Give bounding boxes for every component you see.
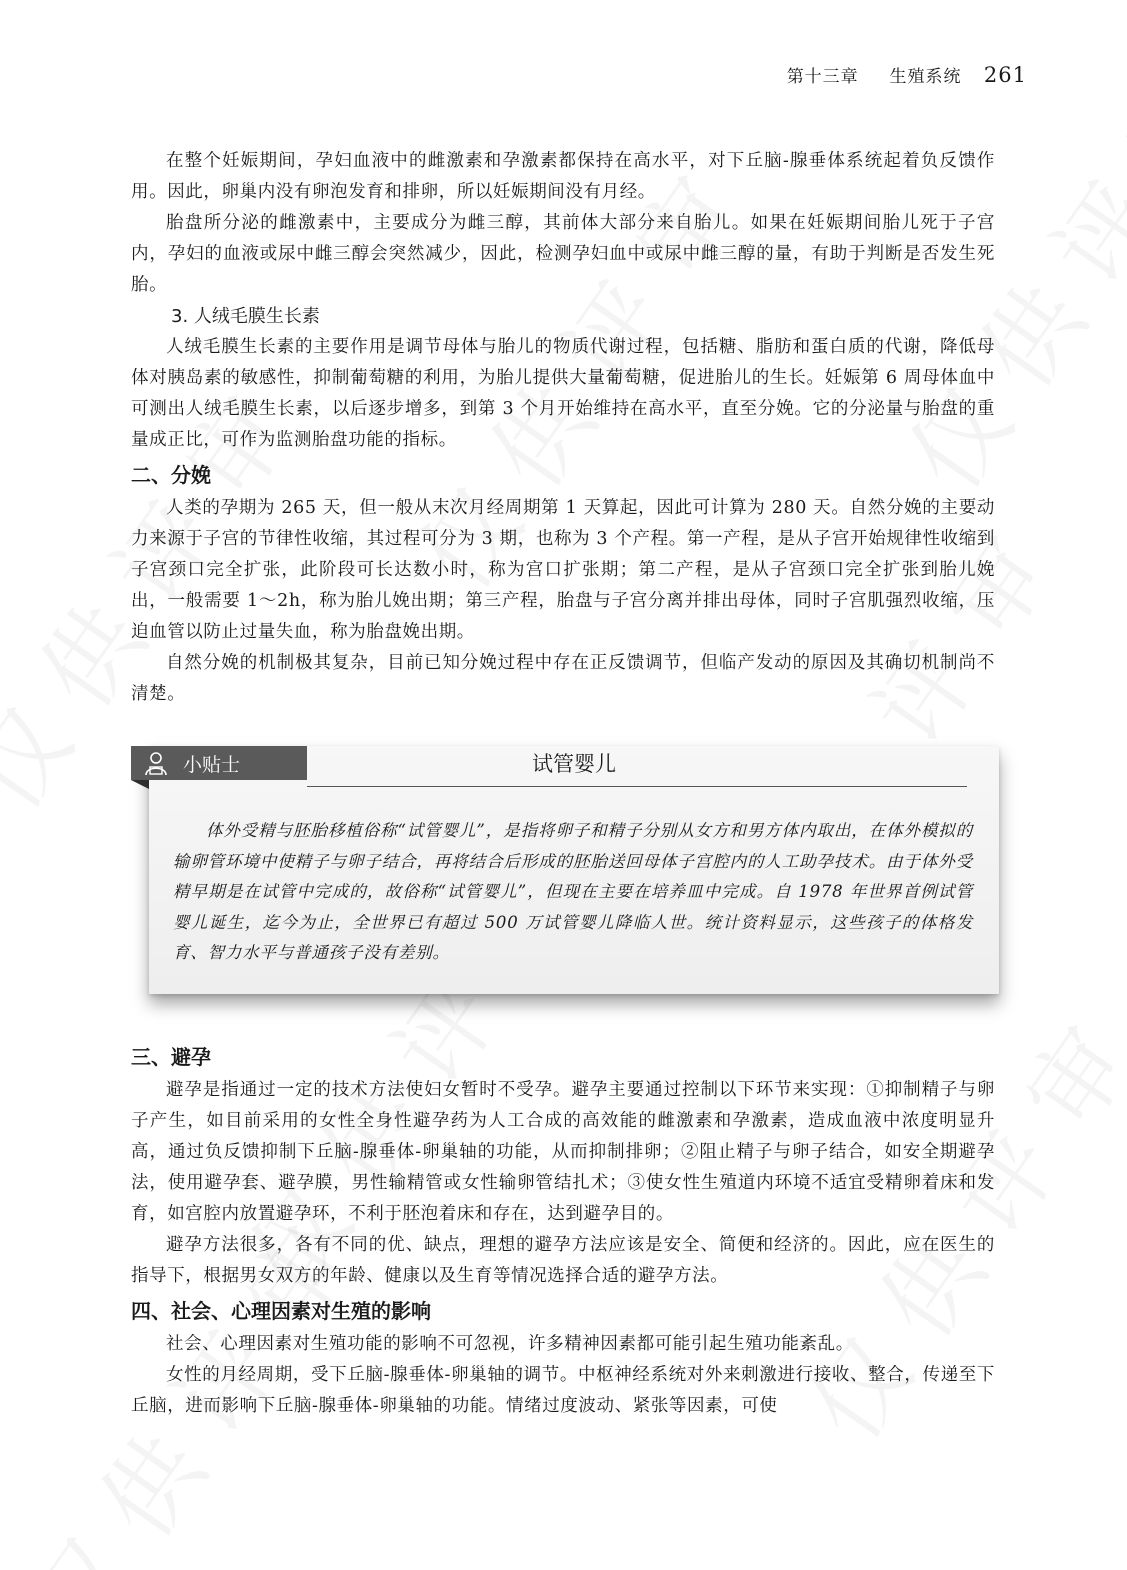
page-header (787, 62, 1027, 87)
tip-paragraph: 体外受精与胚胎移植俗称“试管婴儿”，是指将卵子和精子分别从女方和男方体内取出，在体外模拟的输卵管环境中使精子与卵子结合，再将结合后形成的胚胎送回母体子宫腔内的人工助孕技术。由于体外受精早期是在试管中完成的，故俗称“试管婴儿”，但现在主要在培养皿中完成。自 1978 年世界首例试管婴儿诞生，迄今为止，全世界已有超过 500 万试管婴儿降临人世。统计资料显示，这些孩子的体格发育、智力水平与普通孩子没有差别。 (173, 821, 973, 962)
paragraph: 社会、心理因素对生殖功能的影响不可忽视，许多精神因素都可能引起生殖功能紊乱。 (166, 1334, 854, 1354)
page-number: 261 (983, 63, 1027, 87)
section-label: 生殖系统 (889, 67, 962, 87)
paragraph: 自然分娩的机制极其复杂，目前已知分娩过程中存在正反馈调节，但临产发动的原因及其确切机制尚不清楚。 (131, 653, 995, 704)
paragraph: 在整个妊娠期间，孕妇血液中的雌激素和孕激素都保持在高水平，对下丘脑-腺垂体系统起着负反馈作用。因此，卵巢内没有卵泡发育和排卵，所以妊娠期间没有月经。 (131, 151, 995, 202)
chapter-label: 第十三章 (786, 67, 859, 87)
paragraph: 避孕方法很多，各有不同的优、缺点，理想的避孕方法应该是安全、简便和经济的。因此，应在医生的指导下，根据男女双方的年龄、健康以及生育等情况选择合适的避孕方法。 (131, 1235, 995, 1286)
paragraph: 人绒毛膜生长素的主要作用是调节母体与胎儿的物质代谢过程，包括糖、脂肪和蛋白质的代谢，降低母体对胰岛素的敏感性，抑制葡萄糖的利用，为胎儿提供大量葡萄糖，促进胎儿的生长。妊娠第 6 周母体血中可测出人绒毛膜生长素，以后逐步增多，到第 3 个月开始维持在高水平，直至分娩。它的分泌量与胎盘的重量成正比，可作为监测胎盘功能的指标。 (131, 337, 995, 450)
paragraph: 人类的孕期为 265 天，但一般从末次月经周期第 1 天算起，因此可计算为 280 天。自然分娩的主要动力来源于子宫的节律性收缩，其过程可分为 3 期，也称为 3 个产程。第一产程，是从子宫开始规律性收缩到子宫颈口完全扩张，此阶段可长达数小时，称为宫口扩张期；第二产程，是从子宫颈口完全扩张到胎儿娩出，一般需要 1～2h，称为胎儿娩出期；第三产程，胎盘与子宫分离并排出母体，同时子宫肌强烈收缩，压迫血管以防止过量失血，称为胎盘娩出期。 (131, 498, 995, 642)
tip-tag (131, 746, 307, 780)
paragraph: 胎盘所分泌的雌激素中，主要成分为雌三醇，其前体大部分来自胎儿。如果在妊娠期间胎儿死于子宫内，孕妇的血液或尿中雌三醇会突然减少，因此，检测孕妇血中或尿中雌三醇的量，有助于判断是否发生死胎。 (131, 213, 995, 295)
tip-title-rule (307, 786, 967, 787)
page-body (131, 146, 995, 1422)
paragraph: 女性的月经周期，受下丘脑-腺垂体-卵巢轴的调节。中枢神经系统对外来刺激进行接收、整合，传递至下丘脑，进而影响下丘脑-腺垂体-卵巢轴的功能。情绪过度波动、紧张等因素，可使 (131, 1365, 995, 1416)
section-heading: 二、分娩 (131, 463, 211, 487)
tip-tag-label: 小贴士 (183, 753, 241, 776)
tip-title: 试管婴儿 (532, 752, 616, 776)
paragraph: 避孕是指通过一定的技术方法使妇女暂时不受孕。避孕主要通过控制以下环节来实现：①抑制精子与卵子产生，如目前采用的女性全身性避孕药为人工合成的高效能的雌激素和孕激素，造成血液中浓度明显升高，通过负反馈抑制下丘脑-腺垂体-卵巢轴的功能，从而抑制排卵；②阻止精子与卵子结合，如安全期避孕法，使用避孕套、避孕膜，男性输精管或女性输卵管结扎术；③使女性生殖道内环境不适宜受精卵着床和发育，如宫腔内放置避孕环，不利于胚泡着床和存在，达到避孕目的。 (131, 1080, 995, 1224)
section-heading: 三、避孕 (131, 1045, 211, 1069)
subsection-heading: 3. 人绒毛膜生长素 (171, 306, 320, 327)
tip-body (173, 816, 973, 969)
section-heading: 四、社会、心理因素对生殖的影响 (131, 1299, 431, 1323)
tip-tag-fold (131, 780, 149, 789)
tip-box (131, 746, 999, 996)
reader-icon (141, 750, 171, 776)
